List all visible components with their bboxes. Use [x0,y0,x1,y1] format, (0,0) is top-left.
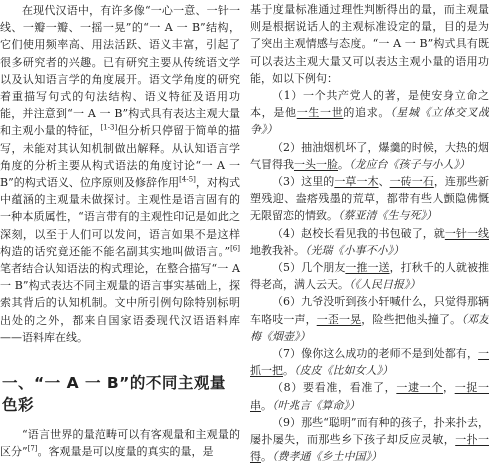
example-source: （龙应台《孩子与小人》） [349,157,470,171]
example-highlight: 一推一送 [345,261,390,275]
example-number: （3） [272,175,302,189]
example-text: 这里的 [301,175,335,189]
intro-text-b: 但分析只停留于简单的描写，未能对其认知机制做出解释。从认知语言学角度的分析主要从构式语法的角度讨论“一 A 一 B”的构式语义、位序原则及修辞作用 [0,124,240,190]
example-text: ，打秋千的人就被推得老高，满人云天。 [250,261,489,292]
example-highlight: 一捉一串 [250,381,489,412]
example-highlight: 一扑一得 [250,433,489,464]
example-4 [250,225,489,259]
intro-text-c: ，对构式中蕴涵的主观量未做探讨。主观性是语言固有的一种本质属性，“语言带有的主观性印记是如此之深刻，以至于人们可以发问，语言如果不是这样构造的话究竟还能不能名副其实地叫做语言。” [0,176,240,258]
continued-paragraph: 基于度量标准通过理性判断得出的量，而主观量则是根据说话人的主观标准设定的量，目的是为了突出主观情感与态度。“一 A 一 B”构式具有既可以表达主观大量又可以表达主观小量的语用功能，如以下例句： [250,3,489,85]
example-text: ，险些把他头撞了。 [361,312,462,326]
example-highlight: 一针一线 [444,226,489,240]
example-number: （7） [272,347,302,361]
left-column [0,0,240,460]
example-text: 那些“聪明”而有种的孩子，扑来扑去，屡扑屡失，而那些乡下孩子却反应灵敏， [250,415,489,447]
example-7 [250,345,489,379]
example-text: ，连那些新塑残迎、盎瘩残墨的荒草，都带有些人颤隐佛慨无限留恋的情致。 [250,175,489,223]
example-number: （1） [272,89,303,103]
section-heading: 一、“一 A 一 B”的不同主观量色彩 [2,374,226,415]
section-paragraph [0,426,240,460]
intro-text-d: 笔者结合认知语法的构式理论，在整合描写“一 A 一 B”构式表达不同主观量的语言事实基础上，探索其背后的认知机制。文中所引例句除特别标明出处的之外，都来自国家语委现代汉语语料库——语料库在线。 [0,262,240,344]
example-text: 。 [338,157,349,171]
example-source: （皮皮《比如女人》） [294,364,393,378]
example-source: （蔡亚清《生与死》） [338,209,437,223]
example-number: （5） [272,261,302,275]
example-text: 九爷没听到孩小轩喊什么，只觉得那辆车咯吱一声， [250,295,489,326]
example-source: （《人民日报》） [349,278,421,292]
example-text: 像你这么成功的老师不是到处都有， [301,347,479,361]
example-3 [250,173,489,225]
example-8 [250,379,489,413]
example-text: 要看准，看准了， [303,381,397,395]
example-number: （8） [272,381,303,395]
example-highlight: 一歪一晃 [316,312,362,326]
citation: [6] [230,244,240,253]
citation: [7] [27,444,38,453]
example-text: 几个朋友 [301,261,346,275]
example-highlight: 一头一脸 [294,157,338,171]
right-column [250,0,489,465]
example-2 [250,139,489,173]
example-text: 。 [283,364,294,378]
example-source: （费孝通《乡土中国》） [272,450,382,464]
example-text: 抽油烟机坏了，爆羹的时候，大热的烟气冒得我 [250,140,489,171]
intro-paragraph [0,0,240,346]
example-text: ， [443,381,455,395]
example-text: 地教我补。 [250,243,305,257]
example-source: （叶兆言《算命》） [272,398,360,412]
citation: [1-3] [100,123,118,132]
example-text: 赵校长看见我的书包破了，就 [301,226,445,240]
example-text: 一个共产党人的著，是使安身立命之本，是他 [250,89,489,120]
example-highlight: 一生一世 [296,106,344,120]
example-highlight: 一砖一石 [389,175,434,189]
section-text-b: 。客观量是可以度量的真实的量，是 [37,445,214,459]
example-text: 。 [261,398,272,412]
example-highlight: 一草一木 [334,175,379,189]
example-source: （邓友梅《烟壶》） [250,312,489,343]
example-highlight: 一逮一个 [396,381,444,395]
example-number: （2） [272,140,302,154]
example-number: （4） [272,226,302,240]
citation: [4-5] [179,175,196,184]
example-9 [250,414,489,465]
example-5 [250,259,489,293]
example-source: （光瑞《小事不小》） [305,243,404,257]
example-source: （星城《立体交叉战争》） [250,106,489,137]
example-number: （6） [272,295,302,309]
example-text: 。 [261,450,272,464]
example-text: 的追求。 [343,106,391,120]
example-highlight: 一抓一把 [250,347,489,378]
example-number: （9） [272,415,302,429]
example-6 [250,293,489,345]
example-1 [250,87,489,139]
example-text: 、 [378,175,390,189]
section-text-a: “语言世界的量范畴可以有客观量和主观量的区分” [0,428,240,459]
intro-text-a: 在现代汉语中，有许多像“一心一意、一针一线、一瓣一瓣、一摇一晃”的“一 A 一 B”结构，它们使用频率高、用法活跃、语义丰富，引起了很多研究者的兴趣。已有研究主要从传统语文学以及认知语言学的角度展开。语文学角度的研究着重描写句式的句法结构、语义特征及语用功能，并注意到“一 A 一 B”构式具有表达主观大量和主观小量的特征， [0,4,240,138]
